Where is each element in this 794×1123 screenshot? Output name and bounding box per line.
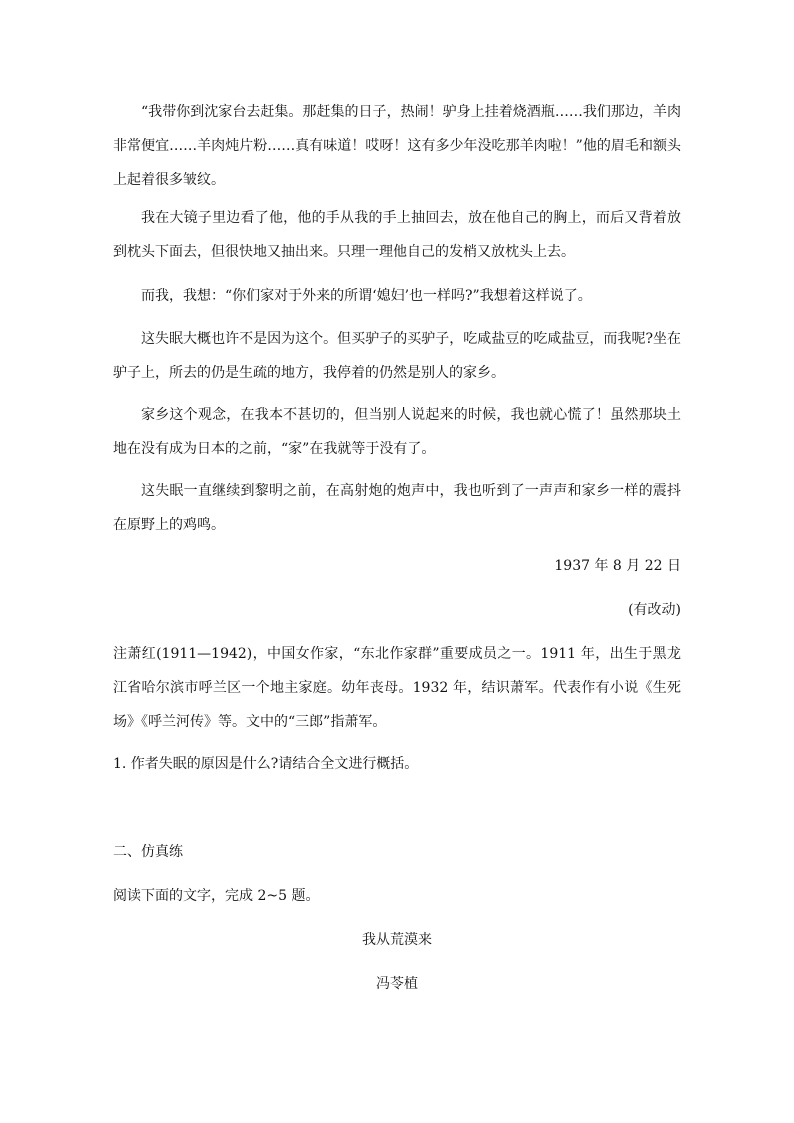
reading-instruction: 阅读下面的文字，完成 2~5 题。	[113, 888, 320, 904]
body-paragraph-3: 而我，我想：“你们家对于外来的所谓‘媳妇’也一样吗?”我想着这样说了。	[141, 288, 592, 304]
question-1: 1. 作者失眠的原因是什么?请结合全文进行概括。	[113, 756, 419, 772]
article-title: 我从荒漠来	[362, 932, 432, 948]
body-paragraph-2: 我在大镜子里边看了他，他的手从我的手上抽回去，放在他自己的胸上，而后又背着放到枕头下面去，但很快地又抽出来。只理一理他自己的发梢又放枕头上去。	[113, 210, 681, 260]
revision-note: (有改动)	[628, 602, 681, 618]
body-paragraph-1: “我带你到沈家台去赶集。那赶集的日子，热闹！驴身上挂着烧酒瓶……我们那边，羊肉非常便宜……羊肉炖片粉……真有味道！哎呀！这有多少年没吃那羊肉啦！”他的眉毛和额头上起着很多皱纹。	[113, 104, 681, 188]
date-line: 1937 年 8 月 22 日	[554, 558, 681, 574]
document-page	[113, 0, 681, 1123]
article-author: 冯苓植	[376, 976, 418, 992]
body-paragraph-5: 家乡这个观念，在我本不甚切的，但当别人说起来的时候，我也就心慌了！虽然那块土地在没有成为日本的之前，“家”在我就等于没有了。	[113, 407, 681, 457]
section-heading: 二、仿真练	[113, 844, 183, 860]
body-paragraph-6: 这失眠一直继续到黎明之前，在高射炮的炮声中，我也听到了一声声和家乡一样的震抖在原野上的鸡鸣。	[113, 483, 681, 533]
body-paragraph-4: 这失眠大概也许不是因为这个。但买驴子的买驴子，吃咸盐豆的吃咸盐豆，而我呢?坐在驴子上，所去的仍是生疏的地方，我停着的仍然是别人的家乡。	[113, 331, 681, 381]
author-note: 注萧红(1911—1942)，中国女作家，“东北作家群”重要成员之一。1911 年，出生于黑龙江省哈尔滨市呼兰区一个地主家庭。幼年丧母。1932 年，结识萧军。代表作有小说《生死场》《呼兰河传》等。文中的“三郎”指萧军。	[113, 646, 681, 730]
